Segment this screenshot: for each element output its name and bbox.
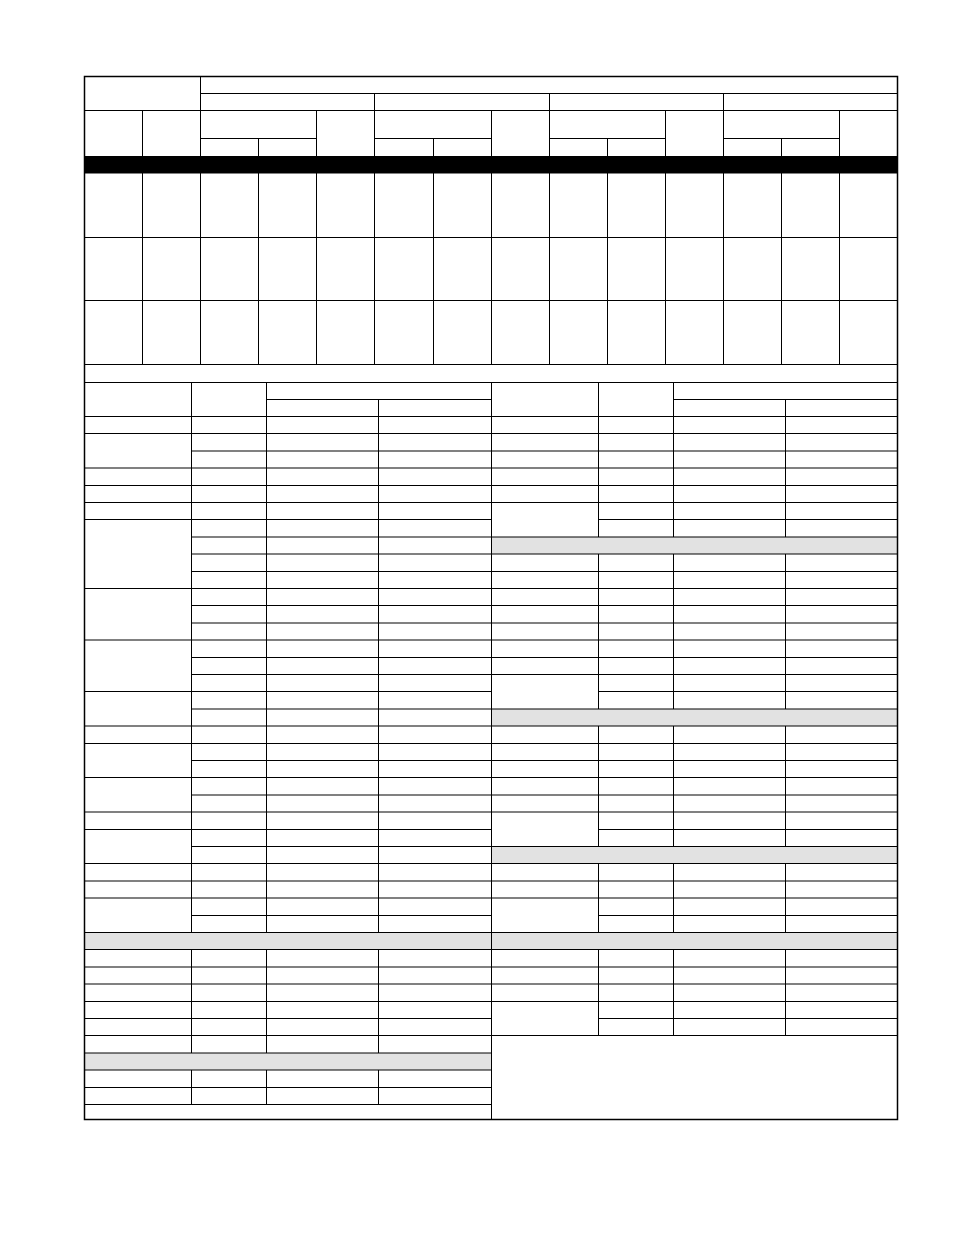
right-shade-row bbox=[492, 847, 897, 863]
right-shade-row bbox=[492, 537, 897, 553]
top-table bbox=[85, 77, 898, 383]
black-header-band bbox=[85, 157, 898, 174]
right-shade-row bbox=[492, 933, 897, 949]
bottom-left-table bbox=[85, 383, 492, 1120]
right-shade-row bbox=[492, 709, 897, 725]
left-shade-row bbox=[85, 1053, 491, 1069]
header-band bbox=[85, 157, 898, 174]
left-shade-row bbox=[85, 933, 491, 949]
